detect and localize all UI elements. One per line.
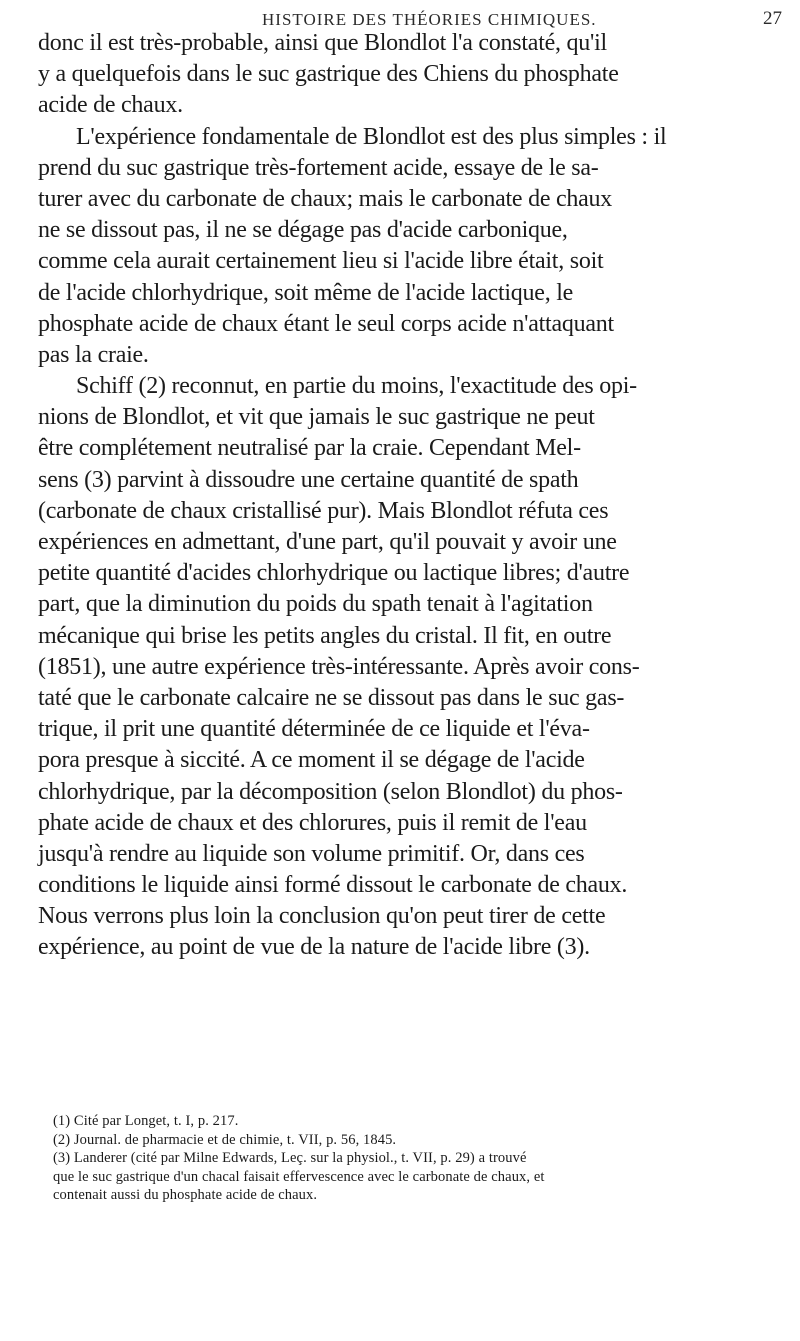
page-number: 27 — [763, 8, 782, 29]
paragraph-start-line: Schiff (2) reconnut, en partie du moins, l'exactitude des opi- — [76, 373, 637, 400]
footnote-3-continuation: que le suc gastrique d'un chacal faisait effervescence avec le carbonate de chaux, et — [53, 1168, 545, 1185]
text-line: ne se dissout pas, il ne se dégage pas d'acide carbonique, — [38, 217, 568, 244]
text-line: de l'acide chlorhydrique, soit même de l'acide lactique, le — [38, 279, 574, 306]
text-line: être complétement neutralisé par la craie. Cependant Mel- — [38, 435, 581, 462]
footnote-3: (3) Landerer (cité par Milne Edwards, Leç. sur la physiol., t. VII, p. 29) a trouvé — [53, 1150, 527, 1167]
text-line: part, que la diminution du poids du spath tenait à l'agitation — [38, 591, 593, 618]
text-line: prend du suc gastrique très-fortement acide, essaye de le sa- — [38, 154, 599, 181]
text-line: donc il est très-probable, ainsi que Blondlot l'a constaté, qu'il — [38, 30, 607, 56]
footnote-2: (2) Journal. de pharmacie et de chimie, t. VII, p. 56, 1845. — [53, 1131, 397, 1148]
text-line: Nous verrons plus loin la conclusion qu'on peut tirer de cette — [38, 903, 606, 930]
text-line: (carbonate de chaux cristallisé pur). Mais Blondlot réfuta ces — [38, 497, 609, 524]
text-line: trique, il prit une quantité déterminée de ce liquide et l'éva- — [38, 716, 590, 743]
text-line: phate acide de chaux et des chlorures, puis il remit de l'eau — [38, 809, 587, 836]
footnotes — [53, 1112, 793, 1205]
text-line: taté que le carbonate calcaire ne se dissout pas dans le suc gas- — [38, 684, 625, 711]
text-line: conditions le liquide ainsi formé dissout le carbonate de chaux. — [38, 872, 628, 899]
text-line: petite quantité d'acides chlorhydrique ou lactique libres; d'autre — [38, 560, 630, 587]
text-line: y a quelquefois dans le suc gastrique des Chiens du phosphate — [38, 61, 619, 88]
text-line: expériences en admettant, d'une part, qu'il pouvait y avoir une — [38, 529, 617, 555]
text-line: pora presque à siccité. A ce moment il se dégage de l'acide — [38, 747, 585, 774]
text-line: (1851), une autre expérience très-intéressante. Après avoir cons- — [38, 653, 640, 680]
text-line: nions de Blondlot, et vit que jamais le suc gastrique ne peut — [38, 404, 595, 431]
running-title: HISTOIRE DES THÉORIES CHIMIQUES. — [262, 10, 597, 29]
text-line: comme cela aurait certainement lieu si l'acide libre était, soit — [38, 248, 604, 275]
text-line: mécanique qui brise les petits angles du cristal. Il fit, en outre — [38, 622, 612, 649]
text-line: expérience, au point de vue de la nature de l'acide libre (3). — [38, 934, 590, 961]
footnote-3-continuation: contenait aussi du phosphate acide de chaux. — [53, 1187, 318, 1204]
footnote-1: (1) Cité par Longet, t. I, p. 217. — [53, 1113, 239, 1129]
text-line: chlorhydrique, par la décomposition (selon Blondlot) du phos- — [38, 778, 623, 805]
text-line: sens (3) parvint à dissoudre une certaine quantité de spath — [38, 466, 579, 493]
body-text — [38, 28, 796, 964]
text-line: acide de chaux. — [38, 92, 183, 119]
text-line: turer avec du carbonate de chaux; mais le carbonate de chaux — [38, 185, 613, 212]
text-line: pas la craie. — [38, 341, 149, 368]
text-line: phosphate acide de chaux étant le seul corps acide n'attaquant — [38, 310, 614, 337]
paragraph-start-line: L'expérience fondamentale de Blondlot est des plus simples : il — [76, 123, 667, 150]
text-line: jusqu'à rendre au liquide son volume primitif. Or, dans ces — [38, 840, 585, 867]
